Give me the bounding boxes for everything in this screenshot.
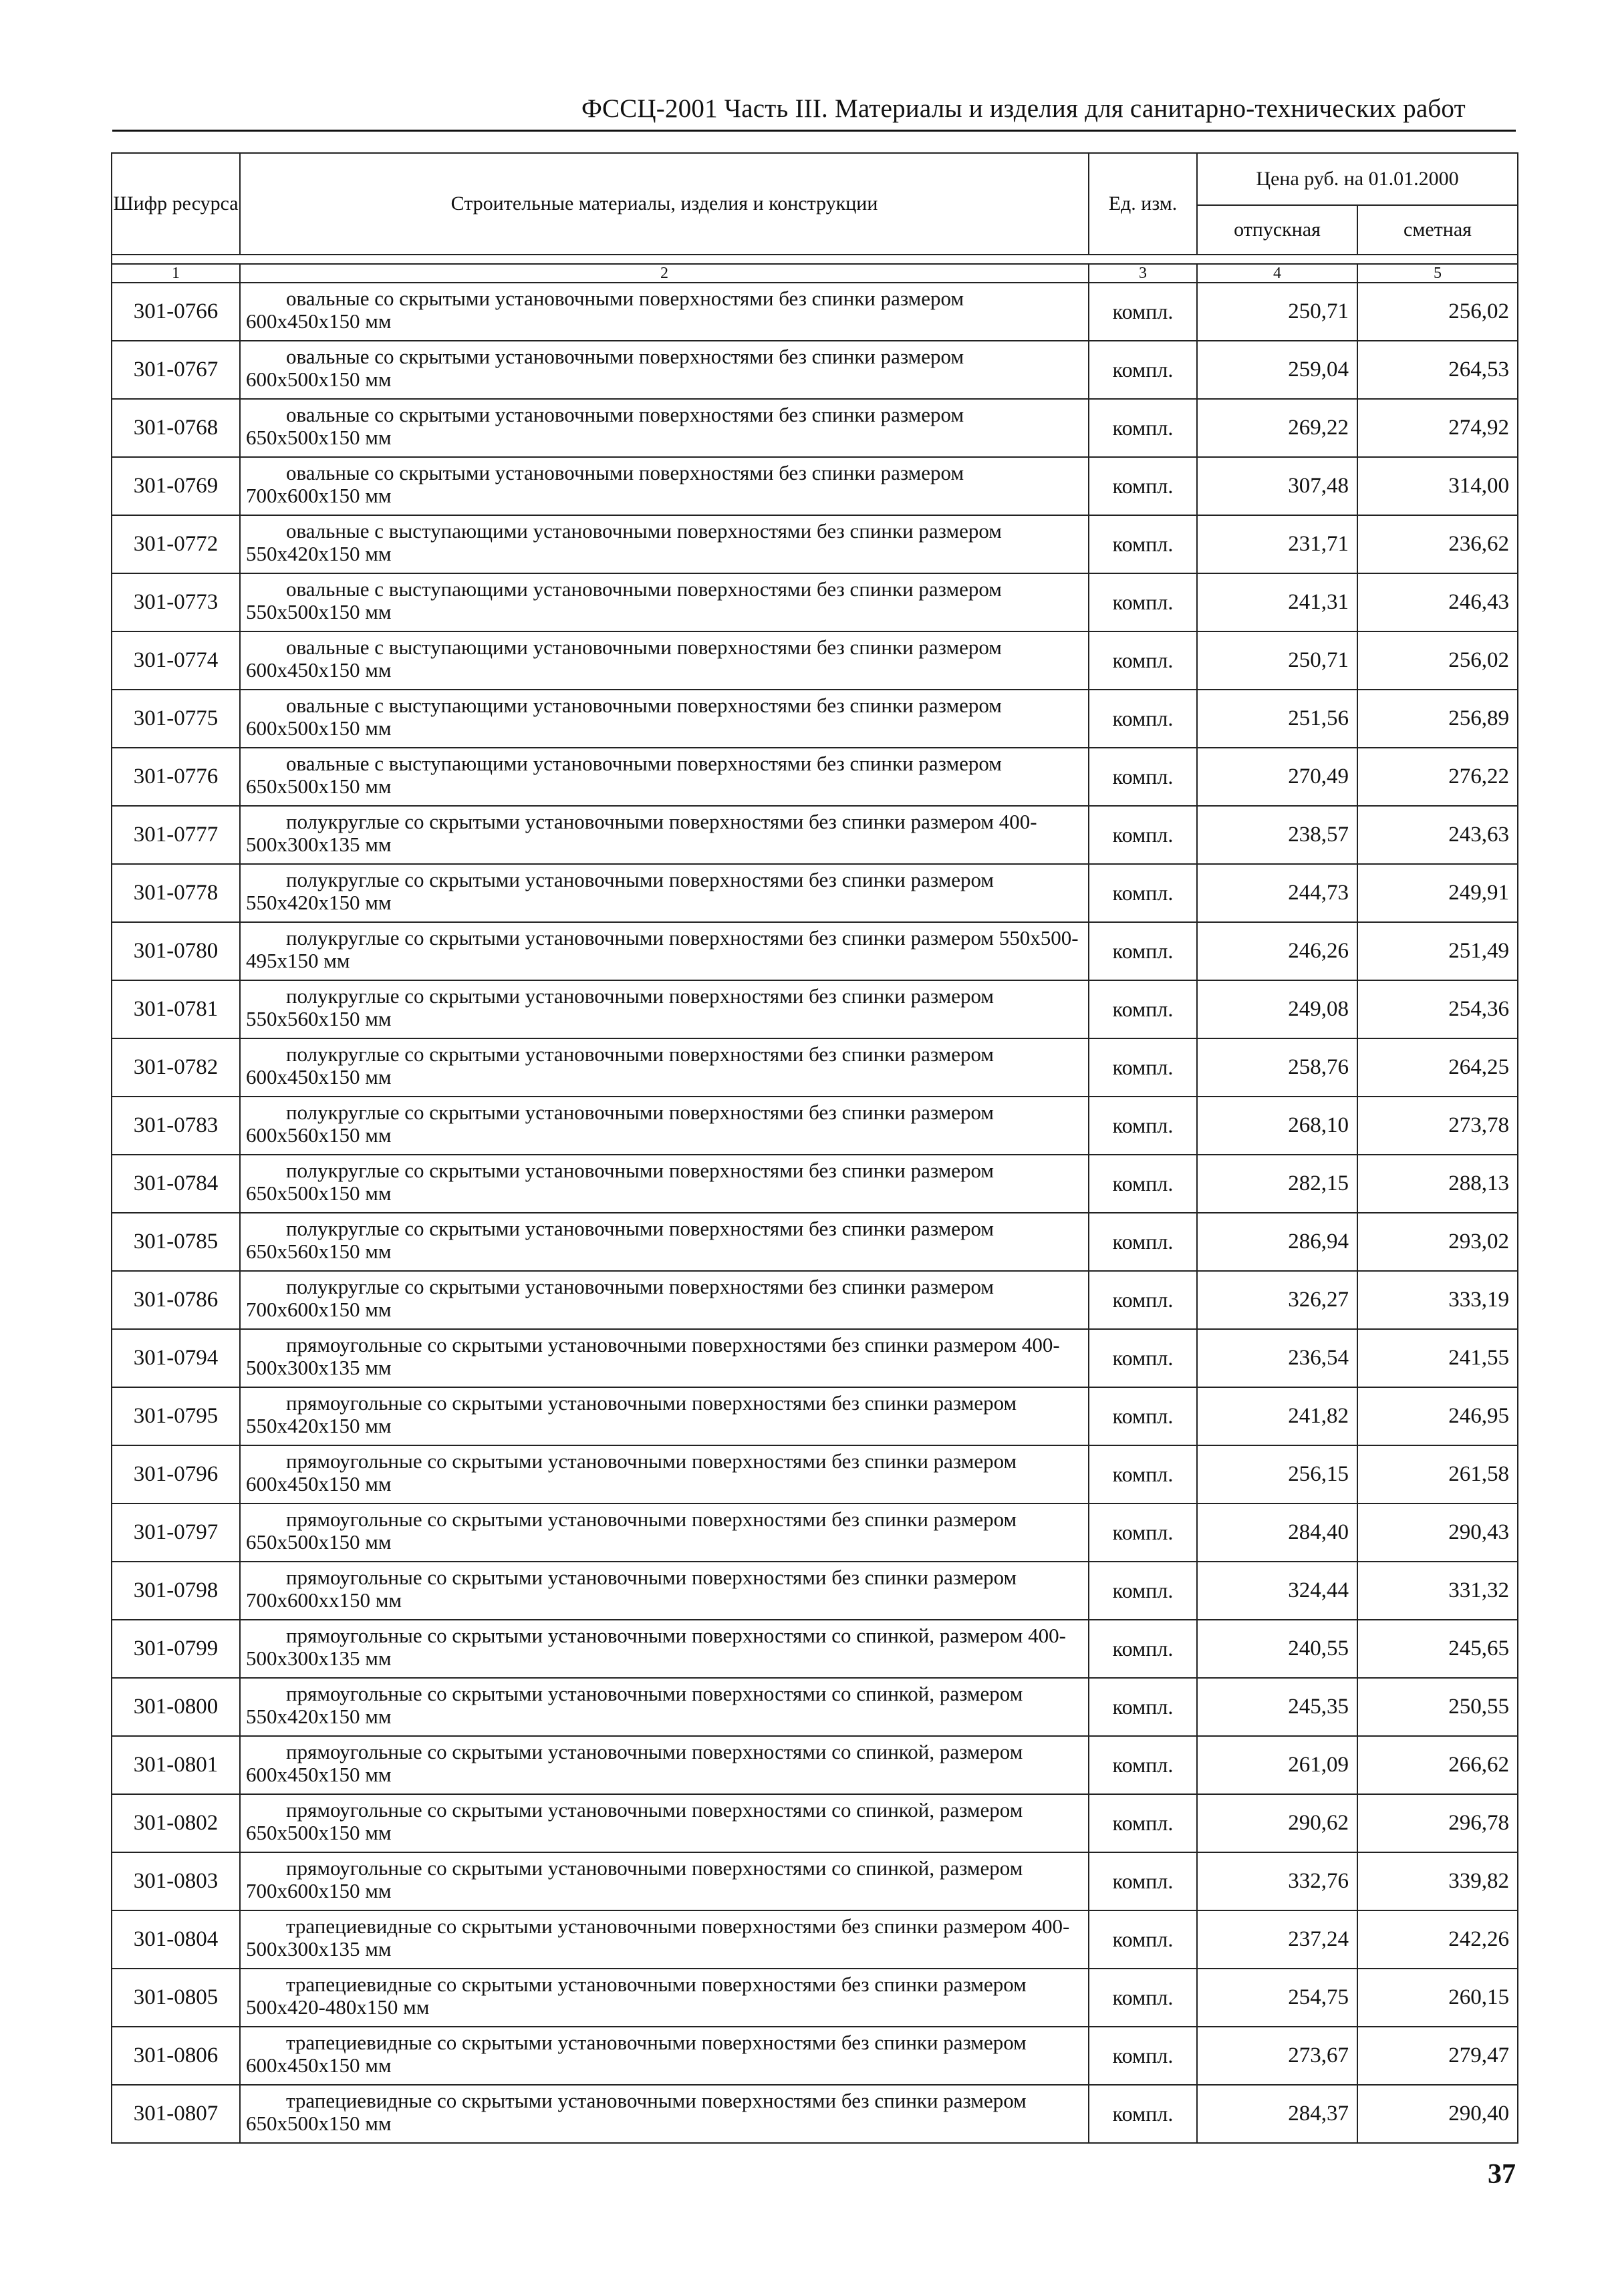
price-estimate: 256,02: [1357, 631, 1518, 690]
unit: компл.: [1089, 690, 1197, 748]
price-release: 238,57: [1197, 806, 1357, 864]
price-release: 273,67: [1197, 2027, 1357, 2085]
resource-code: 301-0799: [112, 1620, 240, 1678]
page-number: 37: [1488, 2159, 1516, 2190]
resource-code: 301-0775: [112, 690, 240, 748]
resource-code: 301-0780: [112, 922, 240, 980]
unit: компл.: [1089, 1038, 1197, 1097]
material-name: [240, 1678, 1089, 1736]
price-estimate: 288,13: [1357, 1155, 1518, 1213]
header-price-estimate: сметная: [1357, 205, 1518, 255]
unit: компл.: [1089, 1213, 1197, 1271]
material-name-text: прямоугольные со скрытыми установочными поверхностями со спинкой, размером 700x600x150 мм: [246, 1856, 1023, 1903]
price-estimate: 241,55: [1357, 1329, 1518, 1387]
resource-code: 301-0778: [112, 864, 240, 922]
unit: компл.: [1089, 1736, 1197, 1794]
price-estimate: 293,02: [1357, 1213, 1518, 1271]
price-release: 254,75: [1197, 1969, 1357, 2027]
table-row: [112, 2085, 1518, 2143]
resource-code: 301-0766: [112, 283, 240, 341]
material-name: [240, 1794, 1089, 1852]
unit: компл.: [1089, 1562, 1197, 1620]
resource-code: 301-0800: [112, 1678, 240, 1736]
price-estimate: 273,78: [1357, 1097, 1518, 1155]
material-name-text: овальные с выступающими установочными поверхностями без спинки размером 650x500x150 мм: [246, 752, 1002, 799]
price-estimate: 251,49: [1357, 922, 1518, 980]
material-name: [240, 748, 1089, 806]
price-release: 245,35: [1197, 1678, 1357, 1736]
resource-code: 301-0772: [112, 515, 240, 573]
material-name-text: полукруглые со скрытыми установочными поверхностями без спинки размером 550x500-495x150 мм: [246, 926, 1079, 973]
table-row: [112, 515, 1518, 573]
material-name: [240, 922, 1089, 980]
table-row: [112, 690, 1518, 748]
material-name-text: прямоугольные со скрытыми установочными поверхностями со спинкой, размером 400-500x300x135 мм: [246, 1624, 1066, 1671]
price-estimate: 339,82: [1357, 1852, 1518, 1910]
material-name: [240, 341, 1089, 399]
material-name: [240, 1969, 1089, 2027]
material-name-text: полукруглые со скрытыми установочными поверхностями без спинки размером 400-500x300x135 мм: [246, 810, 1037, 857]
resource-code: 301-0802: [112, 1794, 240, 1852]
header-divider: [112, 130, 1516, 132]
price-release: 268,10: [1197, 1097, 1357, 1155]
material-name-text: трапециевидные со скрытыми установочными поверхностями без спинки размером 400-500x300x135 мм: [246, 1914, 1070, 1961]
table-row: [112, 1445, 1518, 1503]
resource-code: 301-0781: [112, 980, 240, 1038]
price-estimate: 256,02: [1357, 283, 1518, 341]
table-row: [112, 1329, 1518, 1387]
resource-code: 301-0768: [112, 399, 240, 457]
price-release: 237,24: [1197, 1910, 1357, 1969]
price-release: 282,15: [1197, 1155, 1357, 1213]
unit: компл.: [1089, 1620, 1197, 1678]
price-release: 270,49: [1197, 748, 1357, 806]
unit: компл.: [1089, 1445, 1197, 1503]
table-row: [112, 283, 1518, 341]
material-name: [240, 457, 1089, 515]
price-release: 284,40: [1197, 1503, 1357, 1562]
table-row: [112, 1097, 1518, 1155]
price-estimate: 246,95: [1357, 1387, 1518, 1445]
price-table: [111, 152, 1518, 2144]
price-estimate: 264,25: [1357, 1038, 1518, 1097]
resource-code: 301-0773: [112, 573, 240, 631]
column-number: 5: [1357, 264, 1518, 283]
resource-code: 301-0807: [112, 2085, 240, 2143]
material-name: [240, 2027, 1089, 2085]
material-name: [240, 690, 1089, 748]
unit: компл.: [1089, 457, 1197, 515]
table-row: [112, 1969, 1518, 2027]
unit: компл.: [1089, 573, 1197, 631]
price-estimate: 246,43: [1357, 573, 1518, 631]
resource-code: 301-0784: [112, 1155, 240, 1213]
column-number: 1: [112, 264, 240, 283]
resource-code: 301-0805: [112, 1969, 240, 2027]
price-estimate: 290,43: [1357, 1503, 1518, 1562]
price-release: 258,76: [1197, 1038, 1357, 1097]
price-estimate: 245,65: [1357, 1620, 1518, 1678]
price-estimate: 274,92: [1357, 399, 1518, 457]
table-header: [112, 153, 1518, 283]
unit: компл.: [1089, 1503, 1197, 1562]
resource-code: 301-0798: [112, 1562, 240, 1620]
header-unit: Ед. изм.: [1089, 153, 1197, 255]
material-name: [240, 1097, 1089, 1155]
header-code: Шифр ресурса: [112, 153, 240, 255]
material-name: [240, 1329, 1089, 1387]
price-estimate: 296,78: [1357, 1794, 1518, 1852]
table-row: [112, 922, 1518, 980]
material-name-text: овальные со скрытыми установочными поверхностями без спинки размером 600x500x150 мм: [246, 345, 964, 392]
table-row: [112, 631, 1518, 690]
unit: компл.: [1089, 341, 1197, 399]
material-name-text: прямоугольные со скрытыми установочными поверхностями без спинки размером 550x420x150 мм: [246, 1391, 1017, 1438]
price-release: 244,73: [1197, 864, 1357, 922]
resource-code: 301-0797: [112, 1503, 240, 1562]
material-name: [240, 283, 1089, 341]
material-name-text: овальные со скрытыми установочными поверхностями без спинки размером 600x450x150 мм: [246, 287, 964, 333]
material-name-text: овальные со скрытыми установочными поверхностями без спинки размером 650x500x150 мм: [246, 403, 964, 450]
material-name: [240, 1562, 1089, 1620]
material-name: [240, 573, 1089, 631]
header-spacer: [112, 255, 1518, 264]
table-row: [112, 1852, 1518, 1910]
material-name-text: полукруглые со скрытыми установочными поверхностями без спинки размером 600x450x150 мм: [246, 1042, 994, 1089]
table-row: [112, 980, 1518, 1038]
table-row: [112, 806, 1518, 864]
resource-code: 301-0804: [112, 1910, 240, 1969]
unit: компл.: [1089, 1910, 1197, 1969]
material-name-text: овальные со скрытыми установочными поверхностями без спинки размером 700x600x150 мм: [246, 461, 964, 508]
header-price-release: отпускная: [1197, 205, 1357, 255]
unit: компл.: [1089, 399, 1197, 457]
material-name: [240, 2085, 1089, 2143]
unit: компл.: [1089, 1794, 1197, 1852]
table-row: [112, 1155, 1518, 1213]
material-name: [240, 1155, 1089, 1213]
price-estimate: 236,62: [1357, 515, 1518, 573]
price-estimate: 290,40: [1357, 2085, 1518, 2143]
material-name-text: трапециевидные со скрытыми установочными поверхностями без спинки размером 600x450x150 мм: [246, 2031, 1027, 2077]
price-release: 284,37: [1197, 2085, 1357, 2143]
material-name: [240, 1271, 1089, 1329]
price-release: 251,56: [1197, 690, 1357, 748]
table-row: [112, 748, 1518, 806]
table-row: [112, 1794, 1518, 1852]
material-name-text: прямоугольные со скрытыми установочными поверхностями со спинкой, размером 600x450x150 мм: [246, 1740, 1023, 1787]
price-estimate: 331,32: [1357, 1562, 1518, 1620]
price-estimate: 256,89: [1357, 690, 1518, 748]
column-number: 4: [1197, 264, 1357, 283]
table-row: [112, 1271, 1518, 1329]
resource-code: 301-0774: [112, 631, 240, 690]
resource-code: 301-0795: [112, 1387, 240, 1445]
price-release: 250,71: [1197, 631, 1357, 690]
material-name-text: трапециевидные со скрытыми установочными поверхностями без спинки размером 650x500x150 мм: [246, 2089, 1027, 2136]
resource-code: 301-0801: [112, 1736, 240, 1794]
price-estimate: 261,58: [1357, 1445, 1518, 1503]
material-name-text: полукруглые со скрытыми установочными поверхностями без спинки размером 550x560x150 мм: [246, 984, 994, 1031]
resource-code: 301-0767: [112, 341, 240, 399]
price-estimate: 260,15: [1357, 1969, 1518, 2027]
resource-code: 301-0776: [112, 748, 240, 806]
table-row: [112, 399, 1518, 457]
table-row: [112, 341, 1518, 399]
material-name: [240, 806, 1089, 864]
material-name: [240, 1503, 1089, 1562]
table-row: [112, 2027, 1518, 2085]
material-name-text: прямоугольные со скрытыми установочными поверхностями без спинки размером 600x450x150 мм: [246, 1449, 1017, 1496]
price-estimate: 279,47: [1357, 2027, 1518, 2085]
price-estimate: 314,00: [1357, 457, 1518, 515]
header-name: Строительные материалы, изделия и конструкции: [240, 153, 1089, 255]
unit: компл.: [1089, 806, 1197, 864]
table-row: [112, 573, 1518, 631]
price-estimate: 264,53: [1357, 341, 1518, 399]
price-release: 256,15: [1197, 1445, 1357, 1503]
page-header-title: ФССЦ-2001 Часть III. Материалы и изделия для санитарно-технических работ: [581, 94, 1466, 123]
table-row: [112, 864, 1518, 922]
resource-code: 301-0786: [112, 1271, 240, 1329]
price-release: 246,26: [1197, 922, 1357, 980]
table-row: [112, 1503, 1518, 1562]
price-estimate: 249,91: [1357, 864, 1518, 922]
unit: компл.: [1089, 1387, 1197, 1445]
table-row: [112, 1562, 1518, 1620]
price-release: 290,62: [1197, 1794, 1357, 1852]
material-name-text: овальные с выступающими установочными поверхностями без спинки размером 550x420x150 мм: [246, 519, 1002, 566]
resource-code: 301-0806: [112, 2027, 240, 2085]
unit: компл.: [1089, 1271, 1197, 1329]
price-release: 261,09: [1197, 1736, 1357, 1794]
material-name-text: полукруглые со скрытыми установочными поверхностями без спинки размером 700x600x150 мм: [246, 1275, 994, 1322]
material-name: [240, 864, 1089, 922]
price-release: 236,54: [1197, 1329, 1357, 1387]
unit: компл.: [1089, 748, 1197, 806]
table-row: [112, 1910, 1518, 1969]
table-row: [112, 1736, 1518, 1794]
material-name: [240, 1038, 1089, 1097]
unit: компл.: [1089, 631, 1197, 690]
price-release: 231,71: [1197, 515, 1357, 573]
price-estimate: 266,62: [1357, 1736, 1518, 1794]
material-name-text: полукруглые со скрытыми установочными поверхностями без спинки размером 600x560x150 мм: [246, 1101, 994, 1147]
price-release: 249,08: [1197, 980, 1357, 1038]
unit: компл.: [1089, 922, 1197, 980]
material-name-text: полукруглые со скрытыми установочными поверхностями без спинки размером 650x500x150 мм: [246, 1159, 994, 1205]
material-name: [240, 1620, 1089, 1678]
price-release: 332,76: [1197, 1852, 1357, 1910]
price-estimate: 250,55: [1357, 1678, 1518, 1736]
unit: компл.: [1089, 1969, 1197, 2027]
price-estimate: 242,26: [1357, 1910, 1518, 1969]
price-release: 326,27: [1197, 1271, 1357, 1329]
unit: компл.: [1089, 1852, 1197, 1910]
material-name: [240, 1387, 1089, 1445]
table-body: [112, 283, 1518, 2143]
material-name: [240, 1852, 1089, 1910]
material-name-text: прямоугольные со скрытыми установочными поверхностями со спинкой, размером 650x500x150 мм: [246, 1798, 1023, 1845]
price-estimate: 254,36: [1357, 980, 1518, 1038]
resource-code: 301-0794: [112, 1329, 240, 1387]
unit: компл.: [1089, 1329, 1197, 1387]
price-release: 259,04: [1197, 341, 1357, 399]
material-name-text: прямоугольные со скрытыми установочными поверхностями без спинки размером 650x500x150 мм: [246, 1508, 1017, 1554]
resource-code: 301-0782: [112, 1038, 240, 1097]
material-name-text: прямоугольные со скрытыми установочными поверхностями со спинкой, размером 550x420x150 мм: [246, 1682, 1023, 1729]
price-release: 324,44: [1197, 1562, 1357, 1620]
resource-code: 301-0777: [112, 806, 240, 864]
table-row: [112, 1213, 1518, 1271]
unit: компл.: [1089, 1678, 1197, 1736]
table-row: [112, 1387, 1518, 1445]
resource-code: 301-0785: [112, 1213, 240, 1271]
unit: компл.: [1089, 2027, 1197, 2085]
header-price-group: Цена руб. на 01.01.2000: [1197, 153, 1518, 205]
resource-code: 301-0803: [112, 1852, 240, 1910]
resource-code: 301-0769: [112, 457, 240, 515]
material-name: [240, 631, 1089, 690]
price-release: 307,48: [1197, 457, 1357, 515]
price-release: 250,71: [1197, 283, 1357, 341]
material-name-text: овальные с выступающими установочными поверхностями без спинки размером 600x500x150 мм: [246, 694, 1002, 740]
material-name-text: прямоугольные со скрытыми установочными поверхностями без спинки размером 400-500x300x135 мм: [246, 1333, 1060, 1380]
material-name-text: овальные с выступающими установочными поверхностями без спинки размером 550x500x150 мм: [246, 577, 1002, 624]
material-name-text: прямоугольные со скрытыми установочными поверхностями без спинки размером 700x600xx150 мм: [246, 1566, 1017, 1612]
table-row: [112, 457, 1518, 515]
material-name-text: овальные с выступающими установочными поверхностями без спинки размером 600x450x150 мм: [246, 635, 1002, 682]
table-row: [112, 1678, 1518, 1736]
unit: компл.: [1089, 1155, 1197, 1213]
unit: компл.: [1089, 283, 1197, 341]
unit: компл.: [1089, 2085, 1197, 2143]
material-name-text: трапециевидные со скрытыми установочными поверхностями без спинки размером 500x420-480x150 мм: [246, 1973, 1027, 2019]
resource-code: 301-0796: [112, 1445, 240, 1503]
price-estimate: 243,63: [1357, 806, 1518, 864]
material-name: [240, 1445, 1089, 1503]
material-name: [240, 399, 1089, 457]
column-number: 2: [240, 264, 1089, 283]
material-name: [240, 1736, 1089, 1794]
material-name: [240, 1213, 1089, 1271]
unit: компл.: [1089, 864, 1197, 922]
material-name-text: полукруглые со скрытыми установочными поверхностями без спинки размером 550x420x150 мм: [246, 868, 994, 915]
price-release: 241,31: [1197, 573, 1357, 631]
unit: компл.: [1089, 515, 1197, 573]
material-name: [240, 515, 1089, 573]
price-release: 240,55: [1197, 1620, 1357, 1678]
material-name-text: полукруглые со скрытыми установочными поверхностями без спинки размером 650x560x150 мм: [246, 1217, 994, 1264]
material-name: [240, 1910, 1089, 1969]
table-row: [112, 1620, 1518, 1678]
price-estimate: 276,22: [1357, 748, 1518, 806]
column-number: 3: [1089, 264, 1197, 283]
price-release: 286,94: [1197, 1213, 1357, 1271]
table-row: [112, 1038, 1518, 1097]
price-release: 241,82: [1197, 1387, 1357, 1445]
price-estimate: 333,19: [1357, 1271, 1518, 1329]
unit: компл.: [1089, 1097, 1197, 1155]
material-name: [240, 980, 1089, 1038]
price-release: 269,22: [1197, 399, 1357, 457]
unit: компл.: [1089, 980, 1197, 1038]
resource-code: 301-0783: [112, 1097, 240, 1155]
